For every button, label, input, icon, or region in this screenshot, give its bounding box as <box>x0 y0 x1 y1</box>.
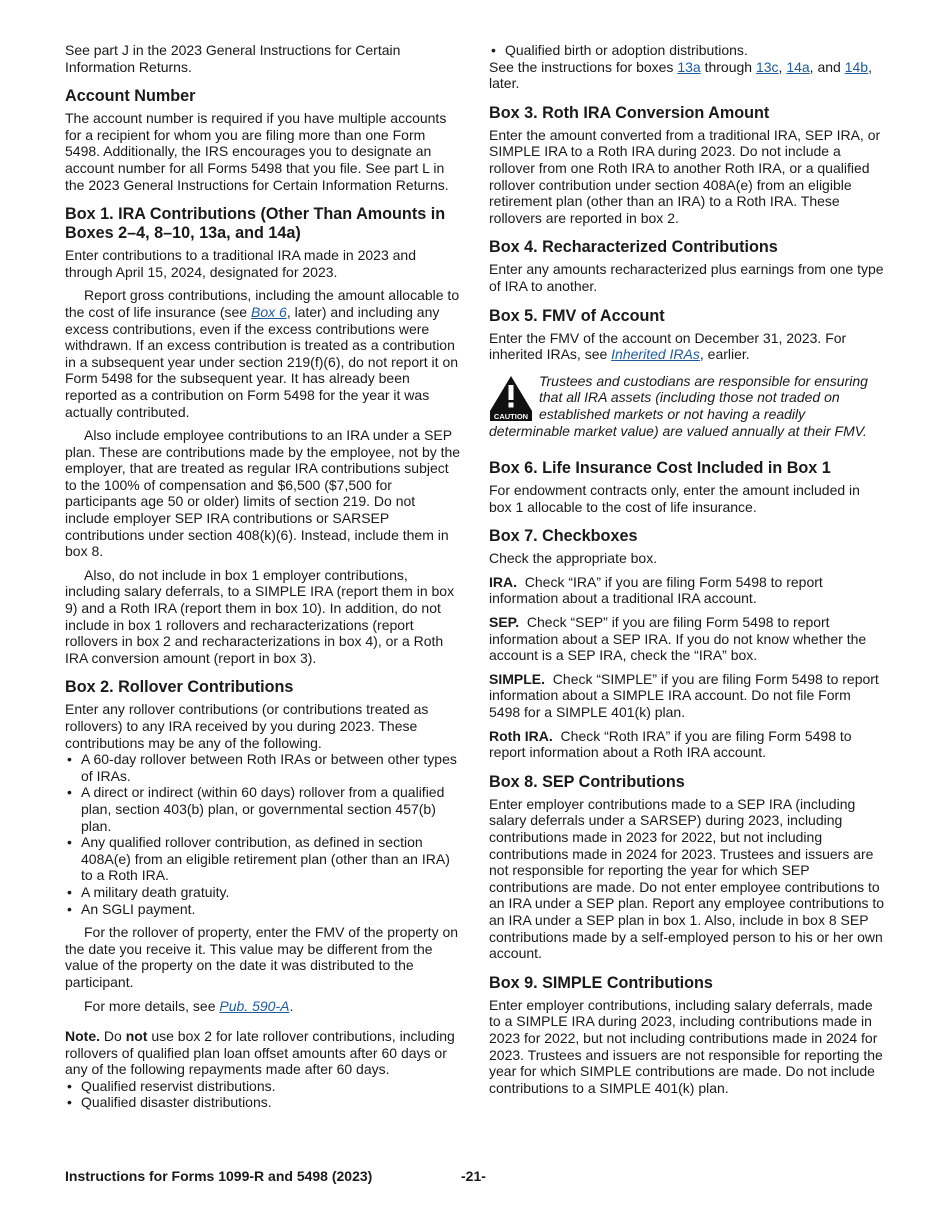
box1-para-1: Enter contributions to a traditional IRA made in 2023 and through April 15, 2024, designated for 2023. <box>65 247 416 280</box>
box8-text: Enter employer contributions made to a SEP IRA (including salary deferrals under a SARSEP) during 2023, including contributions made in 2023 for 2022, but not including contributions made in 2024 for 2023. Trustees and issuers are not responsible for reporting the year for which SEP contributions are made. Do not enter employee contributions to an IRA under a SEP plan. Report any employee contributions to an IRA under a SEP plan in box 1. Also, include in box 8 SEP contributions made by a self-employed person to his or her own account. <box>489 795 885 962</box>
list-item: • Qualified disaster distributions. <box>65 1094 461 1111</box>
list-item: • An SGLI payment. <box>65 901 461 918</box>
box7-intro: Check the appropriate box. <box>489 550 658 567</box>
box5-text: Enter the FMV of the account on December 31, 2023. For inherited IRAs, see Inherited IRAs, earlier. <box>489 329 847 363</box>
page-number: -21- <box>461 1168 486 1184</box>
account-number-heading: Account Number <box>65 87 196 106</box>
box6-text: For endowment contracts only, enter the amount included in box 1 allocable to the cost of life insurance. <box>489 482 860 515</box>
box3-heading: Box 3. Roth IRA Conversion Amount <box>489 103 770 122</box>
inherited-iras-link[interactable]: Inherited IRAs <box>611 346 700 363</box>
box9-heading: Box 9. SIMPLE Contributions <box>489 973 713 992</box>
account-number-text: The account number is required if you have multiple accounts for a recipient for whom you are filing more than one Form 5498. Additionally, the IRS encourages you to designate an account number for all Forms 5498 that you file. See part L in the 2023 General Instructions for Certain Information Returns. <box>65 110 449 193</box>
box1-para-3: Also include employee contributions to an IRA under a SEP plan. These are contributions made by the employee, not by the employer, that are treated as regular IRA contributions subject to the 100% of compensation and $6,500 ($7,500 for participants age 50 or older) limits of section 219. Do not include employer SEP IRA contributions or SARSEP contributions under section 408(k)(6). Instead, include them in box 8. <box>65 427 461 560</box>
boxes-reference: See the instructions for boxes 13a through 13c, 14a, and 14b, later. <box>489 58 872 92</box>
note-bullet-list <box>65 1078 461 1111</box>
list-item: • Any qualified rollover contribution, as defined in section 408A(e) from an eligible retirement plan (other than an IRA) to a Roth IRA. <box>65 834 461 884</box>
box6-link[interactable]: Box 6 <box>251 303 287 320</box>
box2-heading: Box 2. Rollover Contributions <box>65 678 294 697</box>
box4-text: Enter any amounts recharacterized plus earnings from one type of IRA to another. <box>489 261 884 294</box>
left-column <box>65 42 461 1118</box>
box2-para-2: For the rollover of property, enter the FMV of the property on the date you receive it. This value may be different from the value of the property on the date it was distributed to the participant. <box>65 924 459 990</box>
box7-sep: SEP. Check “SEP” if you are filing Form 5498 to report information about a SEP IRA. If you do not know whether the account is a SEP IRA, check the “IRA” box. <box>489 614 867 664</box>
list-item: • A direct or indirect (within 60 days) rollover from a qualified plan, section 403(b) plan, or governmental section 457(b) plan. <box>65 784 461 834</box>
list-item: • Qualified birth or adoption distributions. <box>489 42 885 59</box>
box7-simple: SIMPLE. Check “SIMPLE” if you are filing Form 5498 to report information about a SIMPLE IRA account. Do not file Form 5498 for a SIMPLE 401(k) plan. <box>489 670 879 721</box>
box7-roth-ira: Roth IRA. Check “Roth IRA” if you are filing Form 5498 to report information about a Roth IRA account. <box>489 727 852 761</box>
caution-note <box>489 373 885 439</box>
box2-note: Note. Do not use box 2 for late rollover contributions, including rollovers of qualified plan loan offset amounts after 60 days or any of the following repayments made after 60 days. <box>65 1028 455 1078</box>
footer-title: Instructions for Forms 1099-R and 5498 (2023) <box>65 1168 373 1184</box>
intro-text: See part J in the 2023 General Instructions for Certain Information Returns. <box>65 42 401 75</box>
box2-para-3: For more details, see Pub. 590-A. <box>84 997 294 1014</box>
list-item: • A military death gratuity. <box>65 884 461 901</box>
box8-heading: Box 8. SEP Contributions <box>489 772 685 791</box>
caution-text: Trustees and custodians are responsible for ensuring that all IRA assets (including those not traded on established markets or not having a readily determinable market value) are valued annually at their FMV. <box>489 372 868 439</box>
box1-para-4: Also, do not include in box 1 employer contributions, including salary deferrals, to a SIMPLE IRA (report them in box 9) and a Roth IRA (report them in box 10). In addition, do not include in box 1 rollovers and recharacterizations (report rollovers in box 2 and recharacterizations in box 4), or a Roth IRA conversion amount (report in box 3). <box>65 566 455 666</box>
box7-ira: IRA. Check “IRA” if you are filing Form 5498 to report information about a traditional IRA account. <box>489 573 823 607</box>
box7-heading: Box 7. Checkboxes <box>489 527 638 546</box>
box14b-link[interactable]: 14b <box>844 58 869 75</box>
caution-icon <box>489 375 533 421</box>
box2-para-1: Enter any rollover contributions (or contributions treated as rollovers) to any IRA received by you during 2023. These contributions may be any of the following. <box>65 701 429 751</box>
box9-text: Enter employer contributions, including salary deferrals, made to a SIMPLE IRA during 2023, including contributions made in 2023 for 2022, but not including contributions made in 2024 for 2023. Trustees and issuers are not responsible for reporting the year for which SIMPLE contributions are made. Do not include contributions to a SIMPLE 401(k) plan. <box>489 996 883 1096</box>
box1-heading: Box 1. IRA Contributions (Other Than Amounts in Boxes 2–4, 8–10, 13a, and 14a) <box>65 205 446 243</box>
page-footer <box>65 1168 885 1185</box>
list-item: • A 60-day rollover between Roth IRAs or between other types of IRAs. <box>65 751 461 784</box>
box3-text: Enter the amount converted from a traditional IRA, SEP IRA, or SIMPLE IRA to a Roth IRA during 2023. Do not include a rollover from one Roth IRA to another Roth IRA, or a qualified rollover contribution under section 408A(e) from an eligible retirement plan (other than an IRA) to a Roth IRA. These rollovers are reported in box 2. <box>489 126 881 226</box>
right-column <box>489 42 885 1103</box>
continued-bullet-list <box>489 42 885 59</box>
box5-heading: Box 5. FMV of Account <box>489 306 665 325</box>
box4-heading: Box 4. Recharacterized Contributions <box>489 238 778 257</box>
caution-label: CAUTION <box>493 411 529 421</box>
box13a-link[interactable]: 13a <box>677 58 701 75</box>
box13c-link[interactable]: 13c <box>755 58 779 75</box>
pub-590a-link[interactable]: Pub. 590-A <box>219 997 290 1014</box>
box2-bullet-list <box>65 751 461 917</box>
box1-para-2: Report gross contributions, including the amount allocable to the cost of life insurance (see Box 6, later) and including any excess contributions, even if the excess contributions were withdrawn. If an excess contribution is treated as a contribution in a subsequent year under section 219(f)(6), do not report it on Form 5498 for the subsequent year. It has already been reported as a contribution on Form 5498 for the year it was actually contributed. <box>65 287 460 420</box>
list-item: • Qualified reservist distributions. <box>65 1078 461 1095</box>
box6-heading: Box 6. Life Insurance Cost Included in Box 1 <box>489 459 831 478</box>
box14a-link[interactable]: 14a <box>786 58 810 75</box>
